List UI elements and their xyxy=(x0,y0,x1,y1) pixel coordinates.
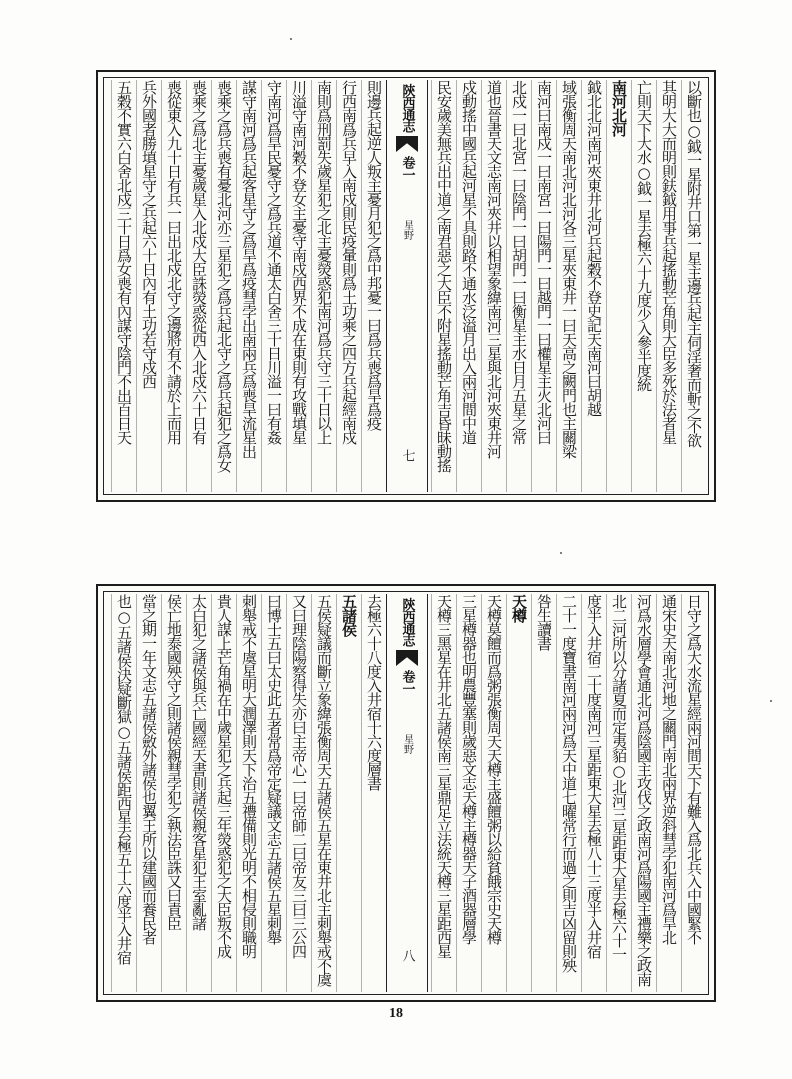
text-column: 太白犯之諸侯與兵亡國經天書則諸侯親客星犯王室亂諸 xyxy=(186,594,211,992)
bottom-page-block xyxy=(96,584,716,1002)
text-column: 以斷也○鉞一星附井口第一星主邊兵起主伺淫奢而斬之不欲 xyxy=(681,80,706,492)
text-column: 日守之爲大水流星經兩河間天下有難入爲北兵入中國緊不 xyxy=(681,594,706,992)
text-column: 南河曰南戍一曰南宮一曰陽門一曰越門一曰權星主火北河曰 xyxy=(531,80,556,492)
top-center-fold xyxy=(386,80,428,492)
top-left-text xyxy=(106,80,386,492)
text-column: 刺舉戒不虞星明大潤澤則天下治五禮備則光明不相侵則職明 xyxy=(236,594,261,992)
text-column: 天樽三黑星在井北五諸侯南三星鼎足立法統天樽三星距西星 xyxy=(431,594,456,992)
text-column: 侯亡地泰國殃守之則諸侯親彗孛犯之執法臣誅又曰責臣 xyxy=(161,594,186,992)
text-column: 行西南爲兵早入南戍則民疫暈則爲土功乘之四方兵起經南戍 xyxy=(336,80,361,492)
text-column: 又曰理陰陽察得失亦曰主帝心一曰帝師二曰帝友三曰三公四 xyxy=(286,594,311,992)
text-column: 通宋史天南北河地之關門南北兩界逆斜彗孛犯南河爲旱北 xyxy=(656,594,681,992)
text-column: 五穀不實六白舍北戍三十日爲女喪有內謀守陰門不出百日天 xyxy=(111,80,136,492)
fold-volume: 卷一 xyxy=(399,156,415,180)
text-column: 則邊兵起逆人叛主憂月犯之爲中邦憂一曰爲兵喪爲旱爲疫 xyxy=(361,80,386,492)
text-column: 鉞北北河南河夾東井北河兵起穀不登史記天南河曰胡越 xyxy=(581,80,606,492)
text-column: 謀守南河爲兵起客星守之爲旱爲疫彗孛出南兩兵爲喪旱流星出 xyxy=(236,80,261,492)
text-column: 亡則天下大水○鉞一星去極六十九度少入參半度統 xyxy=(631,80,656,492)
bottom-left-text xyxy=(106,594,386,992)
text-column: 咎生讀書 xyxy=(531,594,556,992)
text-column: 曰博士五曰太史此五者常爲帝定疑議文志五諸侯五星刺舉 xyxy=(261,594,286,992)
text-column: 戍動搖中國兵起河星不具則路不通水泛溢月出入兩河間中道 xyxy=(456,80,481,492)
text-column: 喪從東入九十日有兵一曰出北戍北守之邊將有不請於上而用 xyxy=(161,80,186,492)
bottom-center-fold xyxy=(386,594,428,992)
text-column: 三星樽器也明農豐塞則歲惡文志天樽主樽器天子酒器層學 xyxy=(456,594,481,992)
text-column: 民安歲美無兵出中道之南君惡之大臣不附星搖動芒角吉昏昧動搖 xyxy=(431,80,456,492)
text-column: 河爲水層學會通北河爲陰國主攻伐之政南河爲陽國主禮樂之政南 xyxy=(631,594,656,992)
text-column: 北二河所以分諸夏而定夷貊○北河三星距東大星去極六十一 xyxy=(606,594,631,992)
fold-section: 星野 xyxy=(401,220,413,240)
section-heading: 南河北河 xyxy=(606,80,631,492)
text-column: 貴人謀上芒角禍在中歲星犯之兵起三年熒惑犯之大臣叛不成 xyxy=(211,594,236,992)
fold-title: 陝西通志 xyxy=(399,598,415,646)
text-column: 度半入井宿二十度南河三星距東大星去極八十三度半入井宿 xyxy=(581,594,606,992)
text-column: 兵外國者勝填星守之兵起六十日內有土功若守戍西 xyxy=(136,80,161,492)
scan-speck xyxy=(290,38,292,40)
text-column: 五侯疑議而斷立象緯張衡周天五諸侯五星在東井北主刺舉戒不虞 xyxy=(311,594,336,992)
text-column: 也○五諸侯決疑斷獄○五諸侯距西星去極五十六度半入井宿 xyxy=(111,594,136,992)
text-column: 二十一度寶書南河兩河爲天中道七曜常行而過之則吉凶留則殃 xyxy=(556,594,581,992)
bottom-right-text xyxy=(426,594,706,992)
text-column: 域張衡周天南北河北河各三星夾東井一曰天高之闕門也主關梁 xyxy=(556,80,581,492)
section-heading: 天樽 xyxy=(506,594,531,992)
text-column: 去極六十八度入井宿十六度層書 xyxy=(361,594,386,992)
text-column: 喪乘之爲兵喪有憂北河亦三星犯之爲兵起北守之爲兵起犯之爲女 xyxy=(211,80,236,492)
top-page-block xyxy=(96,70,716,502)
text-column: 天樽莫饘而爲粥張衡周天天樽主盛饘粥以給貧餓宗史天樽 xyxy=(481,594,506,992)
fish-tail-mark xyxy=(396,136,418,152)
sheet-page-number: 18 xyxy=(389,1006,403,1021)
scan-speck xyxy=(560,552,562,554)
text-column: 川溢守南河穀不登女主憂守南戍西界不成在東則有攻戰填星 xyxy=(286,80,311,492)
fish-tail-mark xyxy=(396,650,418,666)
section-heading: 五諸侯 xyxy=(336,594,361,992)
fold-title: 陝西通志 xyxy=(399,84,415,132)
text-column: 守南河爲旱民憂守之爲兵道不通太白舍三十日川溢一曰有姦 xyxy=(261,80,286,492)
fold-page-number: 七 xyxy=(399,449,415,462)
fold-page-number: 八 xyxy=(399,949,415,962)
text-column: 道也晉書天文志南河夾井以相望象緯南河三星與北河夾東井河 xyxy=(481,80,506,492)
scan-speck xyxy=(770,700,772,702)
text-column: 南則爲刑罰失歲星犯之北主憂熒惑犯南河爲兵守三十日以上 xyxy=(311,80,336,492)
text-column: 當之期一年文志五諸侯斂外諸侯也翼王所以建國而養民者 xyxy=(136,594,161,992)
text-column: 其明大大而明則鈇鉞用事兵起搖動芒角則大臣多死於法者星 xyxy=(656,80,681,492)
fold-section: 星野 xyxy=(401,734,413,754)
fold-volume: 卷一 xyxy=(399,670,415,694)
text-column: 喪乘之爲北主憂歲星入北戍大臣誅熒惑從西入北戍六十日有 xyxy=(186,80,211,492)
top-right-text xyxy=(426,80,706,492)
text-column: 北戍一曰北宮一曰陰門一曰胡門一曰衡星主水日月五星之常 xyxy=(506,80,531,492)
